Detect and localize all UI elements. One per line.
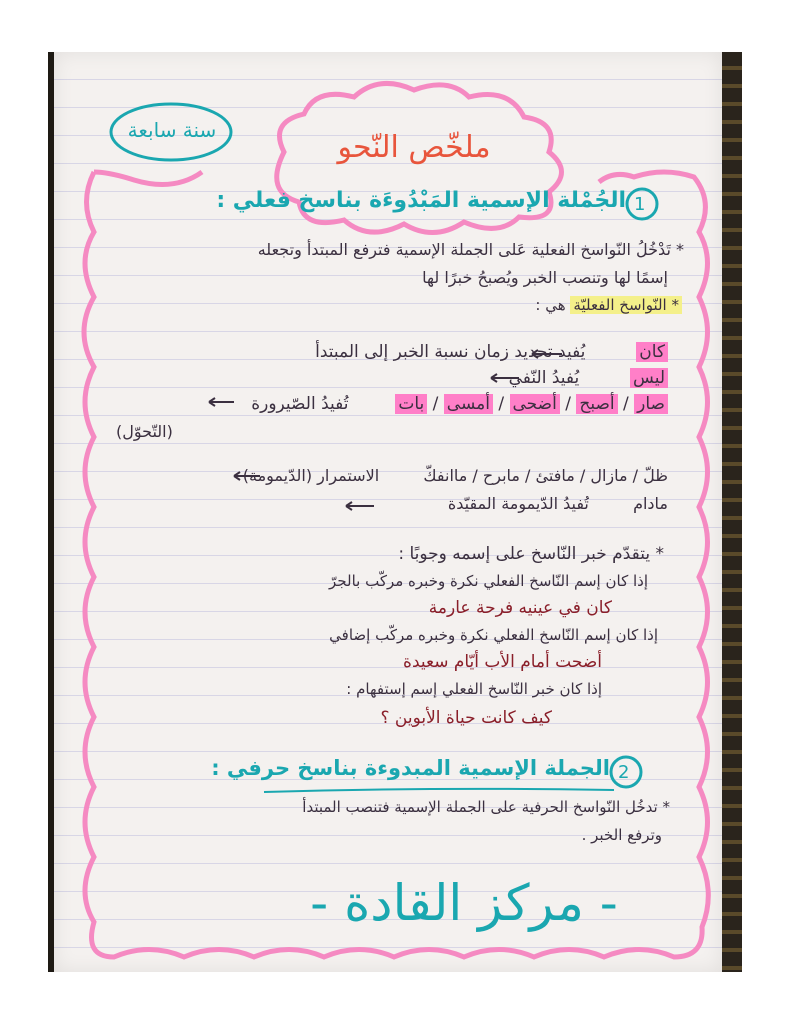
- rule3-example: كيف كانت حياة الأبوين ؟: [380, 708, 552, 728]
- nawasikh-line: [535, 296, 682, 314]
- istimrar-words: ظلّ / مازال / مافتئ / مابرح / ماانفكّ: [423, 466, 668, 485]
- istimrar-row: [243, 466, 668, 485]
- laysa-word: ليس: [630, 368, 668, 388]
- kana-desc: يُفيد تحديد زمان نسبة الخبر إلى المبتدأ: [315, 342, 586, 362]
- rule3: إذا كان خبر النّاسخ الفعلي إسم إستفهام :: [346, 680, 602, 698]
- section2-number: 2: [618, 762, 630, 783]
- section1-heading: الجُمْلة الإسمية المَبْدُوءَة بناسخ فعلي :: [216, 188, 626, 213]
- section2-line2: وترفع الخبر .: [581, 826, 662, 844]
- section1-number: 1: [634, 194, 646, 215]
- section2-line1: * تدخُل النّواسخ الحرفية على الجملة الإسمية فتنصب المبتدأ: [302, 798, 670, 816]
- sayrura-desc2: (التّحوّل): [116, 422, 173, 441]
- sayrura-row: صار / أصبح / أضحى / أمسى / بات تُفيدُ الصّيرورة: [251, 394, 668, 414]
- rule1-example: كان في عينيه فرحة عارمة: [428, 598, 612, 618]
- page-title: ملخّص النّحو: [337, 130, 491, 165]
- madam-word: مادام: [633, 494, 668, 513]
- rule2: إذا كان إسم النّاسخ الفعلي نكرة وخبره مركّب إضافي: [329, 626, 658, 644]
- section1-intro-line2: إسمًا لها وتنصب الخبر ويُصبحُ خبرًا لها: [422, 268, 668, 287]
- sayrura-desc: تُفيدُ الصّيرورة: [251, 394, 349, 414]
- sayrura-word-2: أصبح: [576, 394, 617, 414]
- madam-row: [448, 494, 668, 513]
- kana-row: [315, 342, 668, 362]
- madam-desc: تُفيدُ الدّيمومة المقيّدة: [447, 494, 589, 513]
- sayrura-word-3: أضحى: [510, 394, 560, 414]
- sayrura-word-4: أمسى: [444, 394, 493, 414]
- rule-heading: * يتقدّم خبر النّاسخ على إسمه وجوبًا :: [398, 544, 664, 564]
- signature: - مركز القادة -: [310, 874, 618, 932]
- rule1: إذا كان إسم النّاسخ الفعلي نكرة وخبره مركّب بالجرّ: [329, 572, 648, 590]
- laysa-row: [509, 368, 668, 388]
- sayrura-word-5: بات: [395, 394, 427, 414]
- background-pattern: [720, 52, 742, 972]
- nawasikh-hiya: هي :: [535, 296, 566, 314]
- sayrura-word-1: صار: [634, 394, 668, 414]
- laysa-desc: يُفيدُ النّفي: [508, 368, 580, 388]
- nawasikh-label: * النّواسخ الفعليّة: [570, 296, 682, 314]
- notebook-photo: [48, 52, 742, 972]
- notebook-page: [54, 52, 722, 972]
- section2-heading: الجملة الإسمية المبدوءة بناسخ حرفي :: [211, 756, 610, 780]
- kana-word: كان: [636, 342, 668, 362]
- grade-badge: سنة سابعة: [127, 118, 217, 142]
- rule2-example: أضحت أمام الأب أيّام سعيدة: [403, 652, 602, 672]
- section1-intro-line1: * تَدْخُلُ النّواسخ الفعلية عَلى الجملة الإسمية فترفع المبتدأ وتجعله: [257, 240, 684, 259]
- istimrar-desc: الاستمرار (الدّيمومة): [242, 466, 380, 485]
